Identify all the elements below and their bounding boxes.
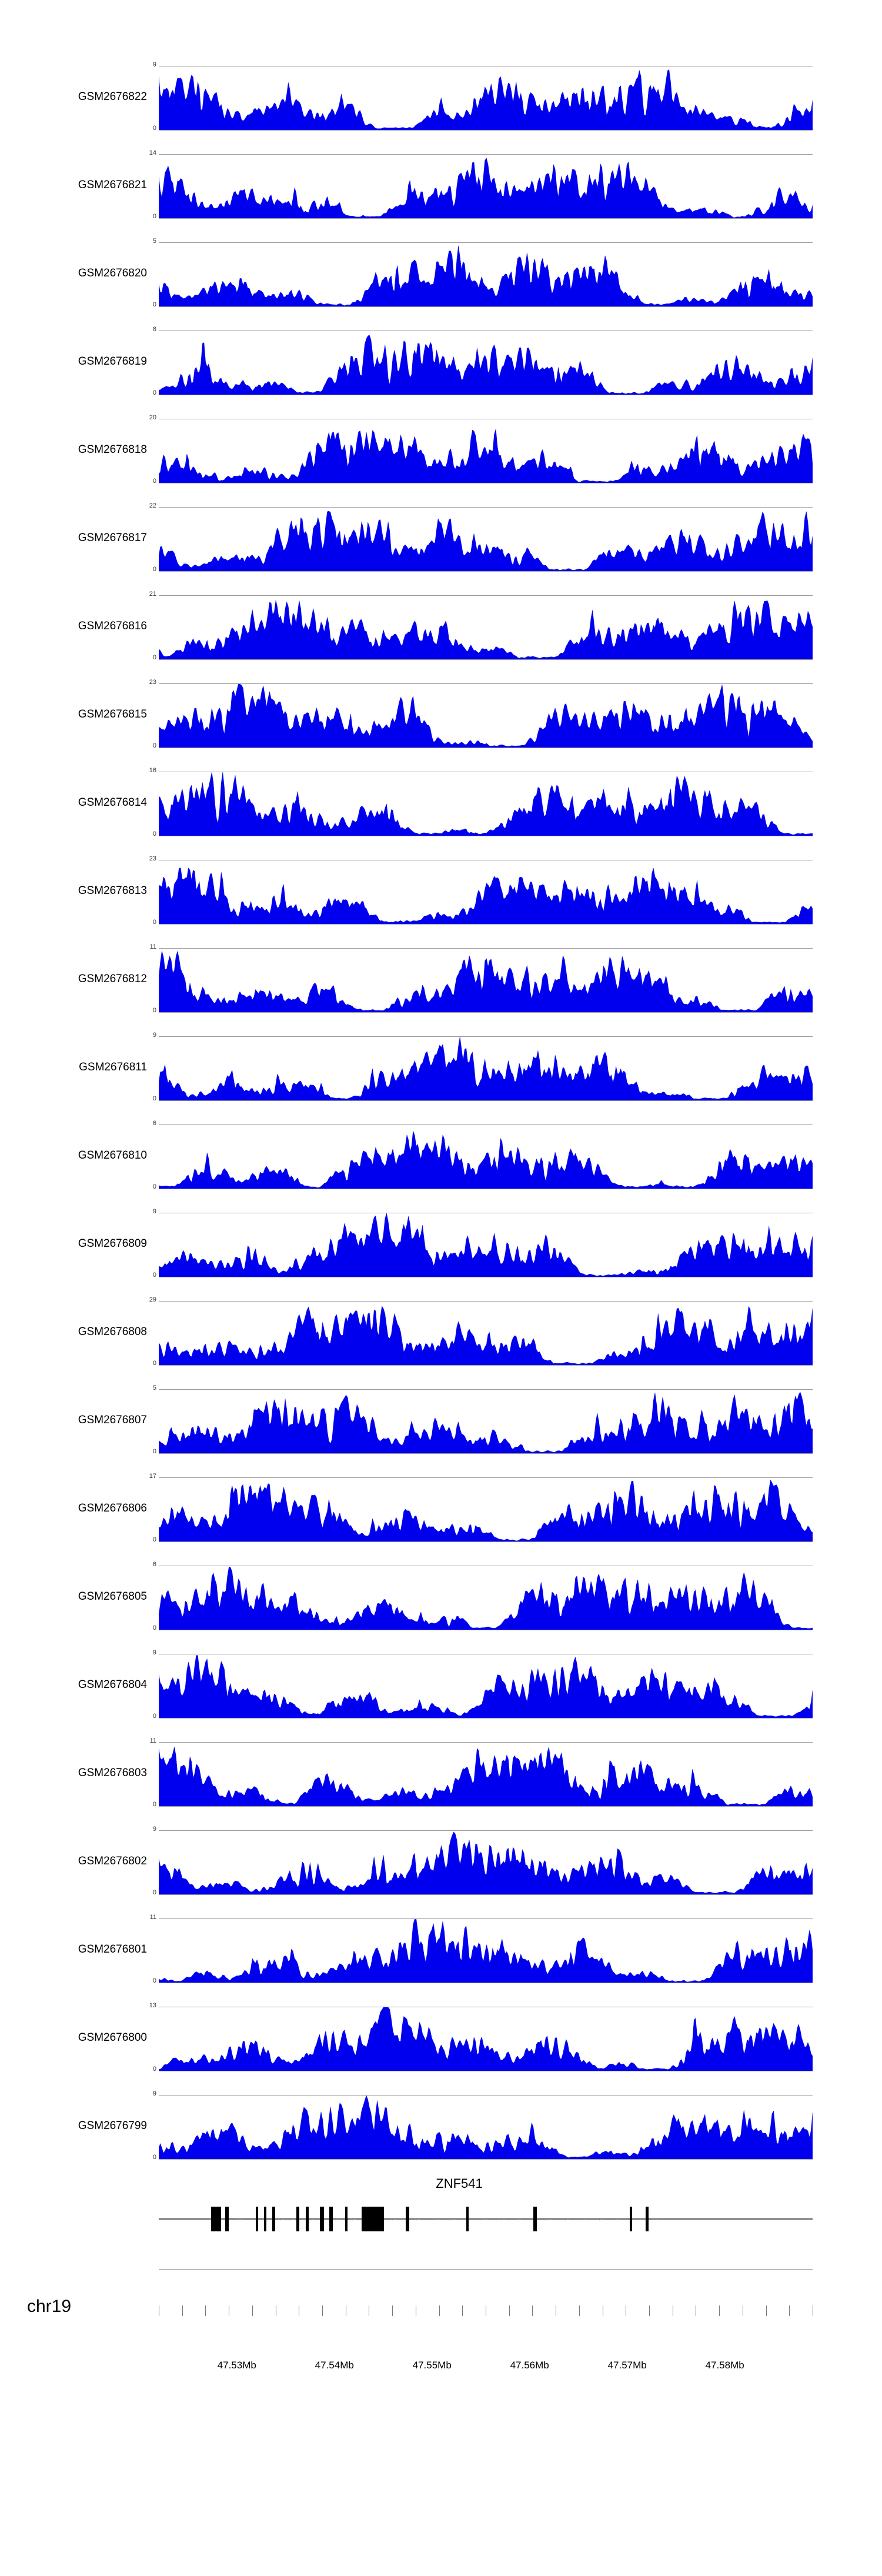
track-signal-area: [159, 1742, 813, 1807]
track-sample-label: GSM2676805: [78, 1590, 147, 1603]
gene-exon: [362, 2207, 384, 2231]
coverage-track: [0, 759, 882, 847]
track-axis-min: 0: [152, 1095, 156, 1102]
axis-tick: [789, 2305, 790, 2316]
coverage-track: [0, 1729, 882, 1817]
coverage-track-list: [0, 53, 882, 2170]
track-signal-area: [159, 1654, 813, 1719]
track-axis-min: 0: [152, 1360, 156, 1367]
axis-tick: [322, 2305, 323, 2316]
track-axis-min: 0: [152, 1007, 156, 1014]
coverage-track: [0, 1112, 882, 1200]
track-axis-min: 0: [152, 1977, 156, 1984]
gene-strand-arrow-icon: ←: [513, 2213, 523, 2223]
track-sample-label: GSM2676815: [78, 708, 147, 720]
track-axis-max: 8: [152, 326, 156, 333]
gene-exon: [264, 2207, 266, 2231]
gene-strand-arrow-icon: ←: [651, 2213, 661, 2223]
gene-exon: [466, 2207, 469, 2231]
track-axis-min: 0: [152, 2066, 156, 2073]
axis-tick: [182, 2305, 183, 2316]
track-signal-area: [159, 1477, 813, 1542]
track-signal-area: [159, 1918, 813, 1983]
track-axis-max: 20: [149, 414, 156, 421]
gene-strand-arrow-icon: ←: [389, 2213, 399, 2223]
track-axis-max: 9: [152, 61, 156, 68]
track-sample-label: GSM2676801: [78, 1943, 147, 1956]
gene-exon: [256, 2207, 258, 2231]
gene-exon: [211, 2207, 221, 2231]
coverage-track: [0, 1817, 882, 1906]
coverage-track: [0, 406, 882, 494]
track-axis-min: 0: [152, 1889, 156, 1896]
gene-strand-arrow-icon: ←: [596, 2213, 606, 2223]
track-axis-min: 0: [152, 1448, 156, 1455]
track-signal-area: [159, 331, 813, 395]
track-axis-max: 6: [152, 1120, 156, 1127]
gene-strand-arrow-icon: ←: [236, 2213, 245, 2223]
track-axis-max: 13: [149, 2002, 156, 2009]
axis-tick: [532, 2305, 533, 2316]
gene-strand-arrow-icon: ←: [308, 2213, 318, 2223]
gene-label-text: ZNF541: [436, 2176, 483, 2191]
track-axis-min: 0: [152, 301, 156, 308]
axis-tick: [766, 2305, 767, 2316]
coverage-track: [0, 1464, 882, 1553]
track-sample-label: GSM2676807: [78, 1414, 147, 1426]
axis-tick: [205, 2305, 206, 2316]
gene-exon: [272, 2207, 275, 2231]
axis-tick-label: 47.56Mb: [510, 2360, 549, 2371]
track-sample-label: GSM2676803: [78, 1767, 147, 1779]
track-axis-min: 0: [152, 1801, 156, 1808]
track-axis-max: 23: [149, 679, 156, 686]
axis-tick-label: 47.57Mb: [607, 2360, 647, 2371]
track-axis-max: 6: [152, 1561, 156, 1568]
track-axis-min: 0: [152, 1183, 156, 1190]
axis-tick: [392, 2305, 393, 2316]
track-signal-area: [159, 683, 813, 748]
track-sample-label: GSM2676821: [78, 179, 147, 191]
track-axis-max: 29: [149, 1296, 156, 1303]
track-sample-label: GSM2676819: [78, 355, 147, 368]
track-axis-min: 0: [152, 1624, 156, 1631]
coverage-track: [0, 1288, 882, 1376]
axis-tick-label: 47.54Mb: [315, 2360, 354, 2371]
track-axis-max: 11: [149, 1914, 156, 1921]
axis-tick: [719, 2305, 720, 2316]
gene-strand-arrow-icon: ←: [497, 2213, 507, 2223]
track-axis-max: 11: [149, 943, 156, 950]
axis-tick: [579, 2305, 580, 2316]
track-signal-area: [159, 154, 813, 219]
gene-strand-arrow-icon: ←: [349, 2213, 359, 2223]
track-signal-area: [159, 419, 813, 483]
track-sample-label: GSM2676814: [78, 796, 147, 809]
track-signal-area: [159, 948, 813, 1013]
axis-tick: [252, 2305, 253, 2316]
track-sample-label: GSM2676808: [78, 1326, 147, 1338]
gene-strand-arrow-icon: ←: [287, 2213, 297, 2223]
gene-strand-arrow-icon: ←: [413, 2213, 423, 2223]
track-sample-label: GSM2676802: [78, 1855, 147, 1867]
gene-strand-arrow-icon: ←: [479, 2213, 489, 2223]
coverage-track: [0, 494, 882, 582]
coverage-track: [0, 1641, 882, 1729]
track-axis-max: 5: [152, 1384, 156, 1392]
gene-model-panel: [159, 2176, 813, 2247]
gene-exon: [345, 2207, 348, 2231]
track-axis-max: 5: [152, 238, 156, 245]
track-signal-area: [159, 1213, 813, 1277]
track-axis-max: 23: [149, 855, 156, 862]
track-signal-area: [159, 507, 813, 572]
axis-tick: [462, 2305, 463, 2316]
track-sample-label: GSM2676818: [78, 443, 147, 456]
axis-tick-label: 47.53Mb: [217, 2360, 256, 2371]
genome-axis: [159, 2269, 813, 2387]
gene-strand-arrow-icon: ←: [277, 2213, 287, 2223]
track-axis-max: 9: [152, 1826, 156, 1833]
axis-tick: [649, 2305, 650, 2316]
coverage-track: [0, 1023, 882, 1112]
track-axis-max: 9: [152, 1032, 156, 1039]
coverage-track: [0, 670, 882, 759]
track-axis-min: 0: [152, 125, 156, 132]
coverage-track: [0, 318, 882, 406]
coverage-track: [0, 847, 882, 935]
coverage-track: [0, 53, 882, 141]
gene-strand-arrow-icon: ←: [579, 2213, 589, 2223]
track-axis-min: 0: [152, 566, 156, 573]
coverage-track: [0, 229, 882, 318]
axis-tick-label: 47.55Mb: [412, 2360, 452, 2371]
coverage-track: [0, 1553, 882, 1641]
track-axis-min: 0: [152, 919, 156, 926]
track-axis-min: 0: [152, 478, 156, 485]
track-sample-label: GSM2676813: [78, 885, 147, 897]
track-sample-label: GSM2676812: [78, 973, 147, 985]
track-axis-min: 0: [152, 1536, 156, 1543]
track-signal-area: [159, 2095, 813, 2160]
track-sample-label: GSM2676816: [78, 620, 147, 632]
gene-label: [159, 2176, 813, 2191]
track-axis-max: 22: [149, 502, 156, 509]
axis-tick: [439, 2305, 440, 2316]
track-axis-min: 0: [152, 1272, 156, 1279]
track-signal-area: [159, 860, 813, 925]
axis-tick-group: [159, 2305, 813, 2371]
track-axis-max: 9: [152, 2090, 156, 2097]
gene-exon: [225, 2207, 229, 2231]
track-axis-min: 0: [152, 2154, 156, 2161]
track-signal-area: [159, 595, 813, 660]
coverage-track: [0, 1994, 882, 2082]
chromosome-label: chr19: [27, 2297, 72, 2316]
track-axis-min: 0: [152, 830, 156, 837]
axis-rule: [159, 2269, 813, 2270]
track-axis-max: 9: [152, 1649, 156, 1656]
track-signal-area: [159, 1389, 813, 1454]
coverage-track: [0, 1906, 882, 1994]
coverage-track: [0, 935, 882, 1023]
track-signal-area: [159, 1830, 813, 1895]
track-sample-label: GSM2676799: [78, 2120, 147, 2132]
track-axis-max: 21: [149, 590, 156, 598]
track-sample-label: GSM2676806: [78, 1502, 147, 1514]
gene-strand-arrow-icon: ←: [562, 2213, 572, 2223]
track-signal-area: [159, 772, 813, 836]
track-signal-area: [159, 242, 813, 307]
track-axis-min: 0: [152, 742, 156, 749]
gene-exon: [533, 2207, 537, 2231]
track-sample-label: GSM2676817: [78, 532, 147, 544]
gene-strand-arrow-icon: ←: [448, 2213, 458, 2223]
track-axis-max: 16: [149, 767, 156, 774]
track-signal-area: [159, 1566, 813, 1630]
track-axis-min: 0: [152, 389, 156, 396]
gene-exon: [406, 2207, 409, 2231]
track-sample-label: GSM2676800: [78, 2031, 147, 2044]
coverage-track: [0, 1376, 882, 1464]
axis-tick-label: 47.58Mb: [705, 2360, 744, 2371]
track-axis-max: 9: [152, 1208, 156, 1215]
gene-exon: [646, 2207, 648, 2231]
gene-strand-arrow-icon: ←: [543, 2213, 553, 2223]
track-signal-area: [159, 1036, 813, 1101]
track-axis-max: 11: [149, 1737, 156, 1744]
track-signal-area: [159, 1301, 813, 1366]
track-signal-area: [159, 2007, 813, 2071]
track-sample-label: GSM2676809: [78, 1237, 147, 1250]
track-sample-label: GSM2676810: [78, 1149, 147, 1162]
gene-strand-arrow-icon: ←: [332, 2213, 342, 2223]
track-axis-min: 0: [152, 654, 156, 661]
track-signal-area: [159, 1125, 813, 1189]
gene-strand-arrow-icon: ←: [612, 2213, 622, 2223]
axis-tick: [509, 2305, 510, 2316]
track-axis-min: 0: [152, 213, 156, 220]
coverage-track: [0, 582, 882, 670]
gene-exon: [630, 2207, 632, 2231]
track-axis-max: 17: [149, 1473, 156, 1480]
coverage-track: [0, 2082, 882, 2170]
track-sample-label: GSM2676822: [78, 91, 147, 103]
gene-strand-arrow-icon: ←: [432, 2213, 442, 2223]
coverage-track: [0, 141, 882, 229]
track-sample-label: GSM2676804: [78, 1679, 147, 1691]
track-sample-label: GSM2676811: [79, 1061, 147, 1073]
track-sample-label: GSM2676820: [78, 267, 147, 279]
track-axis-max: 14: [149, 149, 156, 156]
coverage-track: [0, 1200, 882, 1288]
track-signal-area: [159, 66, 813, 131]
gene-exon: [320, 2207, 325, 2231]
track-axis-min: 0: [152, 1713, 156, 1720]
